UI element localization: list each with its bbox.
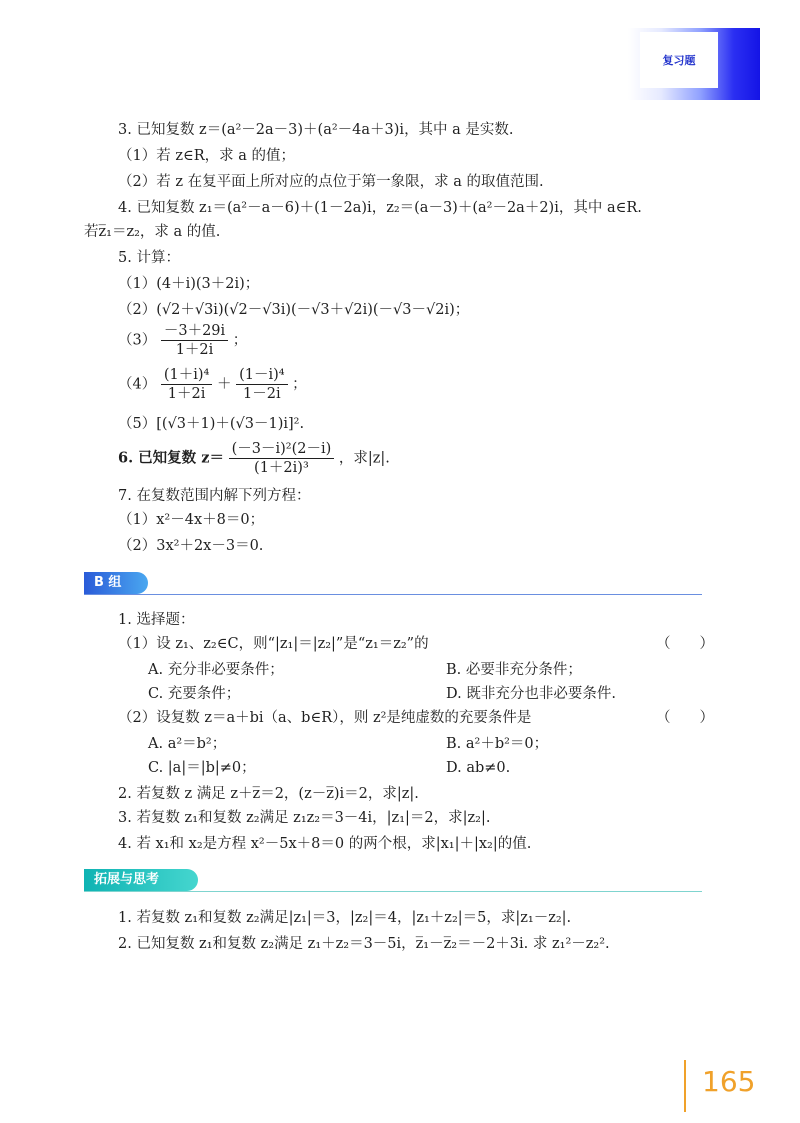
problem-3-part-2: （2）若 z 在复平面上所对应的点位于第一象限，求 a 的取值范围.: [118, 174, 544, 190]
numerator-2: (1－i)⁴: [236, 366, 288, 385]
ext-problem-2: 2. 已知复数 z₁和复数 z₂满足 z₁＋z₂＝3－5i，z̅₁－z̅₂＝－2＋3i. 求 z₁²－z₂².: [118, 936, 610, 952]
numerator: －3＋29i: [161, 322, 228, 341]
problem-3-part-1: （1）若 z∈R，求 a 的值；: [118, 148, 295, 164]
section-title: 复习题: [640, 32, 718, 88]
option-c: C. 充要条件；: [148, 686, 241, 702]
problem-5-part-5: （5）[(√3＋1)＋(√3－1)i]².: [118, 416, 305, 432]
problem-7-part-1: （1）x²－4x＋8＝0；: [118, 512, 265, 528]
tail: ；: [292, 376, 307, 393]
fraction: [161, 322, 228, 359]
b-problem-4: 4. 若 x₁和 x₂是方程 x²－5x＋8＝0 的两个根，求|x₁|＋|x₂|的值.: [118, 836, 532, 852]
b-problem-1: 1. 选择题：: [118, 612, 195, 628]
fraction-1: [161, 366, 213, 403]
option-d: D. 既非充分也非必要条件.: [446, 686, 616, 702]
b-problem-3: 3. 若复数 z₁和复数 z₂满足 z₁z₂＝3－4i，|z₁|＝2，求|z₂|.: [118, 810, 491, 826]
option-a: A. 充分非必要条件；: [148, 662, 284, 678]
b-group-divider: [84, 594, 702, 595]
tail: ，求|z|.: [338, 450, 390, 467]
page-number-rule: [684, 1060, 686, 1112]
denominator-1: 1＋2i: [167, 386, 206, 402]
page-number: 165: [702, 1065, 756, 1098]
b-problem-2: 2. 若复数 z 满足 z＋z̅＝2，(z－z̅)i＝2，求|z|.: [118, 786, 419, 802]
label: 6. 已知复数 z＝: [118, 449, 224, 467]
fraction: [229, 440, 335, 477]
option-c: C. |a|＝|b|≠0；: [148, 760, 256, 776]
problem-5-part-4: [118, 366, 307, 403]
label: （3）: [118, 332, 157, 349]
denominator: (1＋2i)³: [254, 460, 309, 476]
problem-5-part-3: [118, 322, 247, 359]
fraction-2: [236, 366, 288, 403]
problem-5-part-2: （2）(√2＋√3i)(√2－√3i)(－√3＋√2i)(－√3－√2i)；: [118, 302, 470, 318]
numerator-1: (1＋i)⁴: [161, 366, 213, 385]
b-problem-1-part-2: （2）设复数 z＝a＋bi（a、b∈R），则 z²是纯虚数的充要条件是: [118, 710, 532, 726]
extension-divider: [84, 891, 702, 892]
answer-blank: （ ）: [656, 636, 714, 652]
problem-5-part-1: （1）(4＋i)(3＋2i)；: [118, 276, 260, 292]
problem-3: 3. 已知复数 z＝(a²－2a－3)＋(a²－4a＋3)i，其中 a 是实数.: [118, 122, 514, 138]
problem-4-cont: 若z̅₁＝z₂，求 a 的值.: [84, 224, 221, 240]
option-d: D. ab≠0.: [446, 760, 511, 776]
answer-blank: （ ）: [656, 710, 714, 726]
b-problem-1-part-1: （1）设 z₁、z₂∈C，则“|z₁|＝|z₂|”是“z₁＝z₂”的: [118, 636, 429, 652]
option-a: A. a²＝b²；: [148, 736, 227, 752]
option-b: B. 必要非充分条件；: [446, 662, 582, 678]
option-b: B. a²＋b²＝0；: [446, 736, 549, 752]
denominator: 1＋2i: [175, 342, 214, 358]
extension-tag: 拓展与思考: [84, 869, 198, 891]
problem-4: 4. 已知复数 z₁＝(a²－a－6)＋(1－2a)i，z₂＝(a－3)＋(a²－2a＋2)i，其中 a∈R.: [118, 200, 642, 216]
label: （4）: [118, 376, 157, 393]
ext-problem-1: 1. 若复数 z₁和复数 z₂满足|z₁|＝3，|z₂|＝4，|z₁＋z₂|＝5，求|z₁－z₂|.: [118, 910, 572, 926]
problem-7: 7. 在复数范围内解下列方程：: [118, 488, 311, 504]
problem-6: [118, 440, 390, 477]
b-group-tag: B 组: [84, 572, 148, 594]
numerator: (－3－i)²(2－i): [229, 440, 335, 459]
denominator-2: 1－2i: [243, 386, 281, 402]
problem-5: 5. 计算：: [118, 250, 180, 266]
plus: ＋: [216, 376, 232, 393]
problem-7-part-2: （2）3x²＋2x－3＝0.: [118, 538, 264, 554]
tail: ；: [232, 332, 248, 349]
